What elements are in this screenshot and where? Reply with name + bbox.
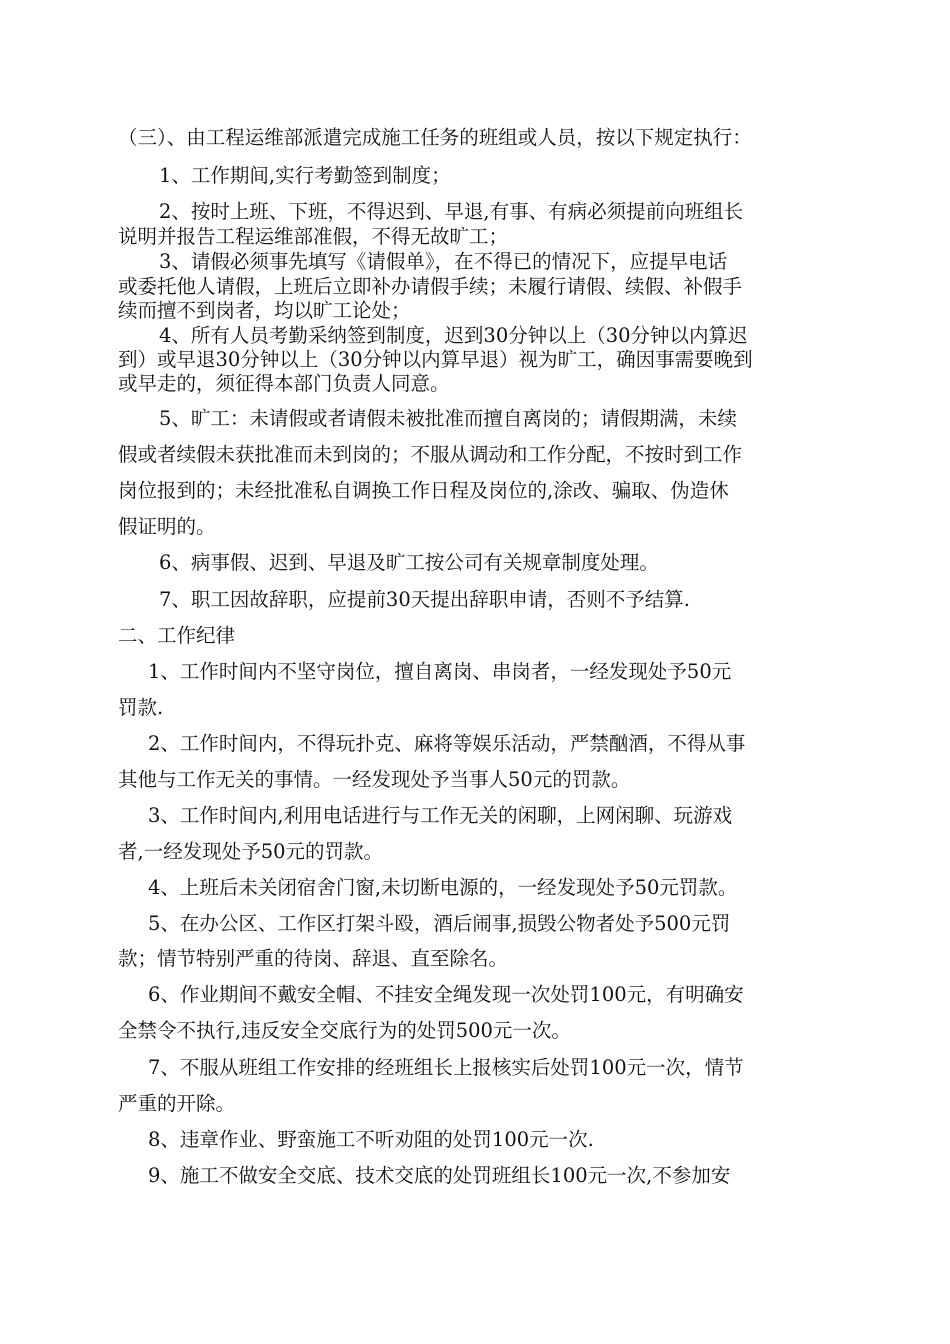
section-heading: 二、工作纪律 <box>118 624 236 647</box>
paragraph-line: 全禁令不执行,违反安全交底行为的处罚500元一次。 <box>118 1019 571 1042</box>
paragraph-line: 者,一经发现处予50元的罚款。 <box>118 840 384 863</box>
paragraph-line: 6、病事假、迟到、早退及旷工按公司有关规章制度处理。 <box>159 551 659 574</box>
paragraph-line: 岗位报到的；未经批准私自调换工作日程及岗位的,涂改、骗取、伪造休 <box>118 479 729 502</box>
paragraph-line: 6、作业期间不戴安全帽、不挂安全绳发现一次处罚100元，有明确安 <box>148 983 744 1006</box>
paragraph-line: 罚款. <box>118 696 164 719</box>
paragraph-line: 其他与工作无关的事情。一经发现处予当事人50元的罚款。 <box>118 768 631 791</box>
paragraph-line: 5、旷工：未请假或者请假未被批准而擅自离岗的；请假期满，未续 <box>159 407 737 430</box>
paragraph-line: 款；情节特别严重的待岗、辞退、直至除名。 <box>118 947 509 970</box>
paragraph-line: 到）或早退30分钟以上（30分钟以内算早退）视为旷工，确因事需要晚到 <box>118 348 753 371</box>
paragraph-line: 7、职工因故辞职，应提前30天提出辞职申请，否则不予结算. <box>159 588 690 611</box>
paragraph-line: 3、工作时间内,利用电话进行与工作无关的闲聊，上网闲聊、玩游戏 <box>148 804 733 827</box>
paragraph-line: 或早走的，须征得本部门负责人同意。 <box>118 372 450 395</box>
paragraph-line: 1、工作期间,实行考勤签到制度； <box>159 164 451 187</box>
paragraph-line: 5、在办公区、工作区打架斗殴，酒后闹事,损毁公物者处予500元罚 <box>148 912 731 935</box>
paragraph-line: 假或者续假未获批准而未到岗的；不服从调动和工作分配，不按时到工作 <box>118 443 743 466</box>
paragraph-line: 9、施工不做安全交底、技术交底的处罚班组长100元一次,不参加安 <box>148 1164 731 1187</box>
paragraph-line: 3、请假必须事先填写《请假单》，在不得已的情况下，应提早电话 <box>159 250 728 273</box>
paragraph-line: 4、上班后未关闭宿舍门窗,未切断电源的，一经发现处予50元罚款。 <box>148 876 738 899</box>
paragraph-line: 2、按时上班、下班，不得迟到、早退,有事、有病必须提前向班组长 <box>159 200 744 223</box>
paragraph-line: 7、不服从班组工作安排的经班组长上报核实后处罚100元一次，情节 <box>148 1056 744 1079</box>
paragraph-line: 4、所有人员考勤采纳签到制度，迟到30分钟以上（30分钟以内算迟 <box>159 324 748 347</box>
paragraph-line: 8、违章作业、野蛮施工不听劝阻的处罚100元一次. <box>148 1128 594 1151</box>
paragraph-line: 说明并报告工程运维部准假，不得无故旷工； <box>118 225 509 248</box>
paragraph-line: 或委托他人请假，上班后立即补办请假手续；未履行请假、续假、补假手 <box>118 275 743 298</box>
paragraph-line: 续而擅不到岗者，均以旷工论处； <box>118 299 411 322</box>
paragraph-line: 严重的开除。 <box>118 1092 236 1115</box>
section-heading: （三）、由工程运维部派遣完成施工任务的班组或人员，按以下规定执行： <box>118 126 752 149</box>
paragraph-line: 2、工作时间内，不得玩扑克、麻将等娱乐活动，严禁酗酒，不得从事 <box>148 732 746 755</box>
paragraph-line: 1、工作时间内不坚守岗位，擅自离岗、串岗者，一经发现处予50元 <box>148 660 732 683</box>
paragraph-line: 假证明的。 <box>118 515 216 538</box>
